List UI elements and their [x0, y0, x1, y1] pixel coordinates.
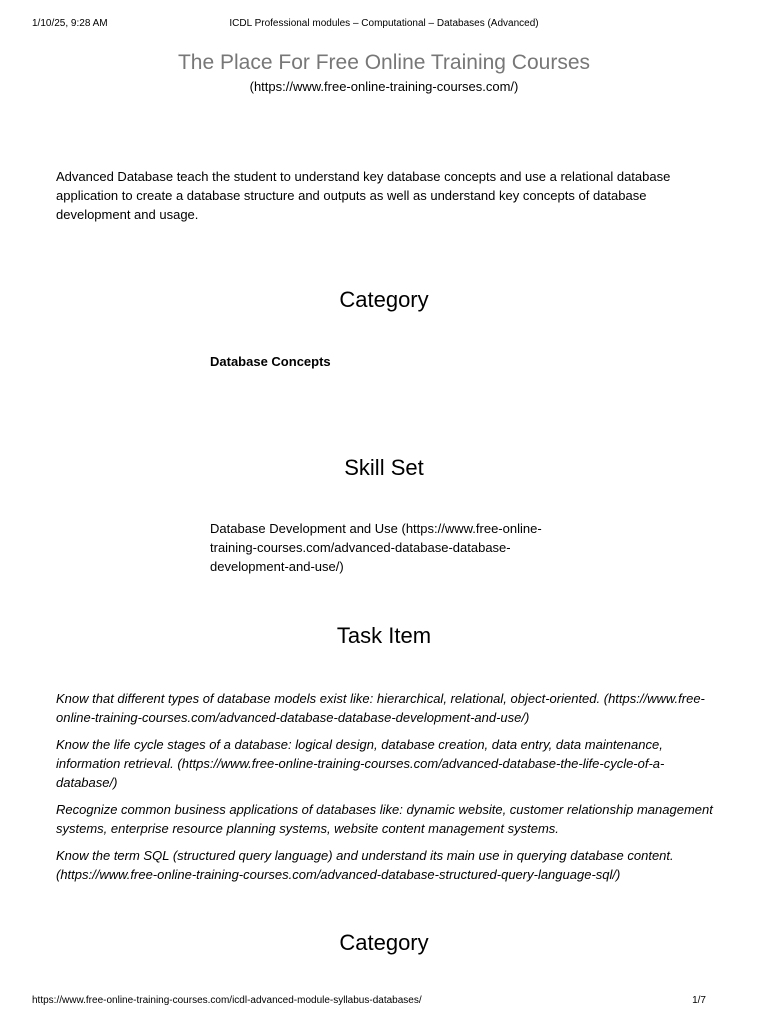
task-item[interactable]: Know the term SQL (structured query language) and understand its main use in querying database content. (https://www.free-online-training-courses.com/advanced-database-structured-query-language-sql/) — [56, 848, 674, 882]
print-datetime: 1/10/25, 9:28 AM — [32, 18, 108, 29]
skill-set-heading: Skill Set — [344, 455, 424, 480]
print-page-number: 1/7 — [692, 995, 706, 1006]
category-value: Database Concepts — [210, 354, 331, 369]
task-item[interactable]: Know that different types of database models exist like: hierarchical, relational, object-oriented. (https://www.free-online-training-courses.com/advanced-database-database-development-and-use/) — [56, 691, 705, 725]
print-document-title: ICDL Professional modules – Computational – Databases (Advanced) — [229, 18, 539, 29]
print-header — [32, 17, 736, 31]
task-item-list — [56, 689, 716, 892]
category-heading: Category — [339, 287, 429, 312]
task-item: Recognize common business applications of databases like: dynamic website, customer relationship management systems, enterprise resource planning systems, website content management systems. — [56, 802, 713, 836]
skill-set-link[interactable]: Database Development and Use (https://www.free-online-training-courses.com/advanced-database-database-development-and-use/) — [210, 521, 542, 574]
site-url-link[interactable]: (https://www.free-online-training-courses.com/) — [249, 79, 519, 94]
site-title: The Place For Free Online Training Courses — [177, 51, 590, 74]
intro-paragraph: Advanced Database teach the student to understand key database concepts and use a relational database application to create a database structure and outputs as well as understand key concepts of database development and usage. — [56, 169, 671, 222]
task-item-heading: Task Item — [336, 623, 432, 648]
print-footer-url: https://www.free-online-training-courses.com/icdl-advanced-module-syllabus-databases/ — [32, 995, 422, 1006]
print-footer — [32, 994, 736, 1008]
next-category-heading: Category — [339, 930, 429, 955]
task-item[interactable]: Know the life cycle stages of a database: logical design, database creation, data entry, data maintenance, information retrieval. (https://www.free-online-training-courses.com/advanced-database-the-life-cycle-of-a-database/) — [56, 737, 665, 790]
